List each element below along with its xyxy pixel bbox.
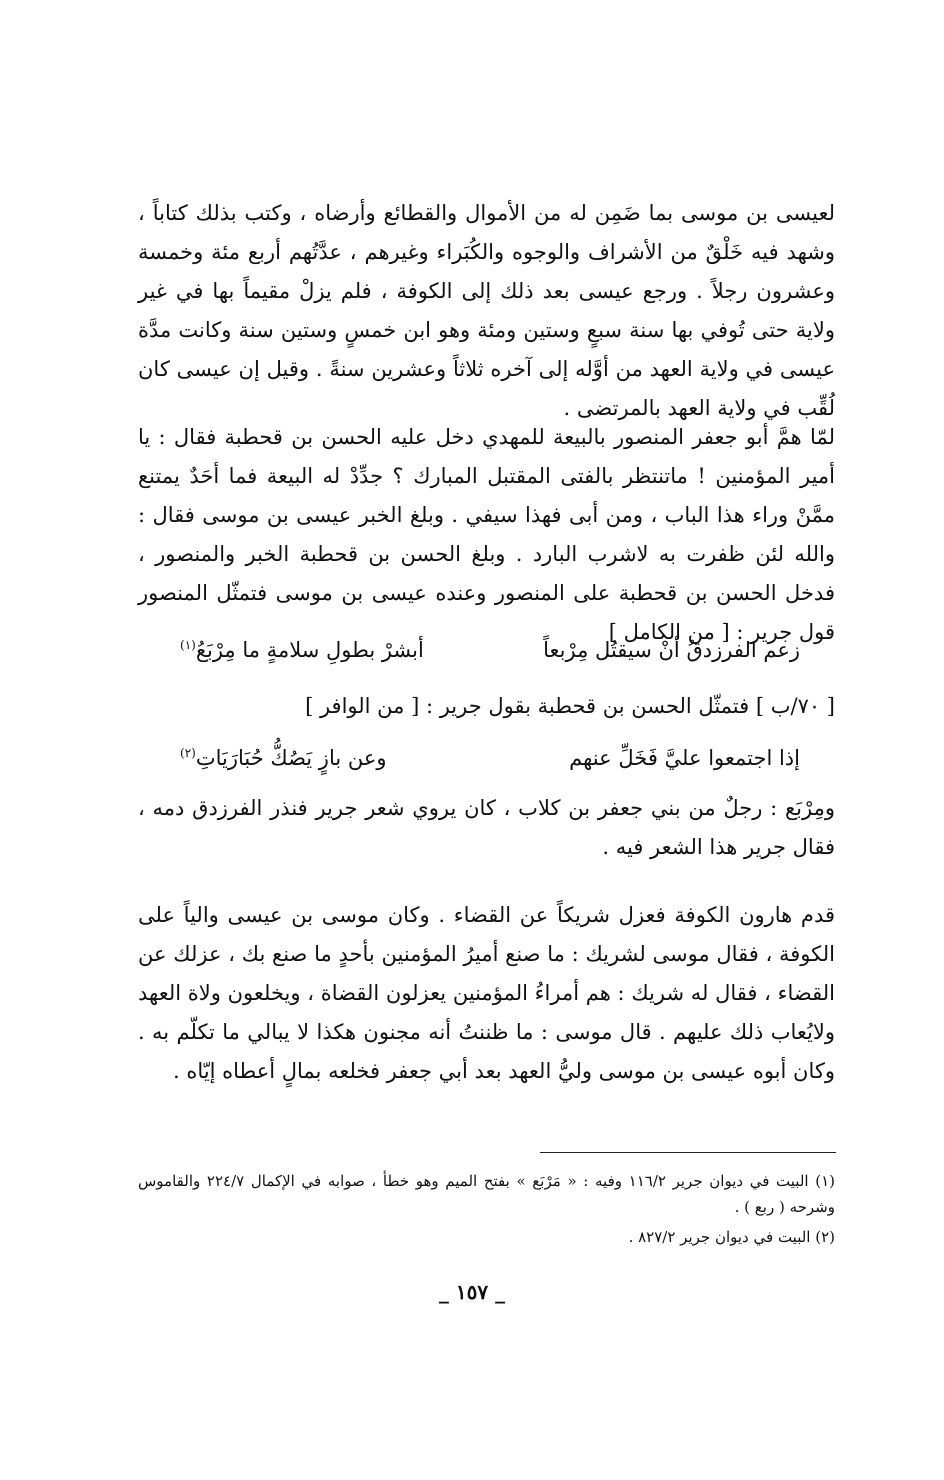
paragraph-4: قدم هارون الكوفة فعزل شريكاً عن القضاء . وكان موسى بن عيسى والياً على الكوفة ، فقال موسى لشريك : ما صنع أميرُ المؤمنين بأحدٍ ما صنع بك ، عزلك عن القضاء ، فقال له شريك : هم أمراءُ المؤمنين يعزلون القضاة ، ويخلعون ولاة العهد ولايُعاب ذلك عليهم . قال موسى : ما ظننتُ أنه مجنون هكذا لا يبالي ما تكلّم به . وكان أبوه عيسى بن موسى وليُّ العهد بعد أبي جعفر فخلعه بمالٍ أعطاه إيّاه . bbox=[138, 903, 835, 1083]
verse-2 bbox=[180, 738, 800, 778]
footnote-2: (٢) البيت في ديوان جرير ٨٢٧/٢ . bbox=[628, 1228, 835, 1246]
verse-1-first-hemistich: زعم الفرزدقُ أنْ سيقتُل مِرْبعاً bbox=[543, 638, 800, 662]
verse-2-first-hemistich: إذا اجتمعوا عليَّ فَخَلِّ عنهم bbox=[569, 746, 800, 770]
verse-1-second-hemistich-wrap bbox=[180, 630, 424, 670]
verse-2-second-hemistich: وعن بازٍ يَصُكُّ حُبَارَيَاتِ bbox=[195, 746, 387, 770]
paragraph-3: ومِرْبَع : رجلٌ من بني جعفر بن كلاب ، كان يروي شعر جرير فنذر الفرزدق دمه ، فقال جرير هذا الشعر فيه . bbox=[138, 796, 835, 859]
folio-note-line: [ ٧٠/ب ] فتمثّل الحسن بن قحطبة بقول جرير : [ من الوافر ] bbox=[305, 694, 835, 718]
footnote-ref-1: (١) bbox=[180, 638, 196, 652]
verse-2-second-hemistich-wrap bbox=[180, 738, 387, 778]
verse-1-second-hemistich: أبشرْ بطولِ سلامةٍ ما مِرْبَعُ bbox=[195, 638, 424, 662]
footnotes bbox=[138, 1168, 835, 1254]
paragraph-2: لمّا همَّ أبو جعفر المنصور بالبيعة للمهدي دخل عليه الحسن بن قحطبة فقال : يا أمير المؤمنين ! ماتنتظر بالفتى المقتبل المبارك ؟ جدِّدْ له البيعة فما أحَدٌ يمتنع ممَّنْ وراء هذا الباب ، ومن أبى فهذا سيفي . وبلغ الخبر عيسى بن موسى فقال : والله لئن ظفرت به لاشرب البارد . وبلغ الحسن بن قحطبة الخبر والمنصور ، فدخل الحسن بن قحطبة على المنصور وعنده عيسى بن موسى فتمثّل المنصور قول جرير : [ من الكامل ] bbox=[138, 425, 836, 644]
footnote-ref-2: (٢) bbox=[180, 746, 196, 760]
paragraph-1: لعيسى بن موسى بما ضَمِن له من الأموال والقطائع وأرضاه ، وكتب بذلك كتاباً ، وشهد فيه خَلْقٌ من الأشراف والوجوه والكُبَراء وغيرهم ، عدَّتُهم أربع مئة وخمسة وعشرون رجلاً . ورجع عيسى بعد ذلك إلى الكوفة ، فلم يزلْ مقيماً بها في غير ولاية حتى تُوفي بها سنة سبعٍ وستين ومئة وهو ابن خمسٍ وستين سنة وكانت مدَّة عيسى في ولاية العهد من أوَّله إلى آخره ثلاثاً وعشرين سنةً . وقيل إن عيسى كان لُقِّب في ولاية العهد بالمرتضى . bbox=[138, 201, 835, 420]
page-number: _ ١٥٧ _ bbox=[438, 1280, 506, 1304]
footnote-1: (١) البيت في ديوان جرير ١١٦/٢ وفيه : « مَرْبَع » بفتح الميم وهو خطأ ، صوابه في الإكمال ٢٢٤/٧ والقاموس وشرحه ( ربع ) . bbox=[138, 1172, 835, 1216]
footnote-divider bbox=[540, 1152, 836, 1153]
verse-1 bbox=[180, 630, 800, 670]
